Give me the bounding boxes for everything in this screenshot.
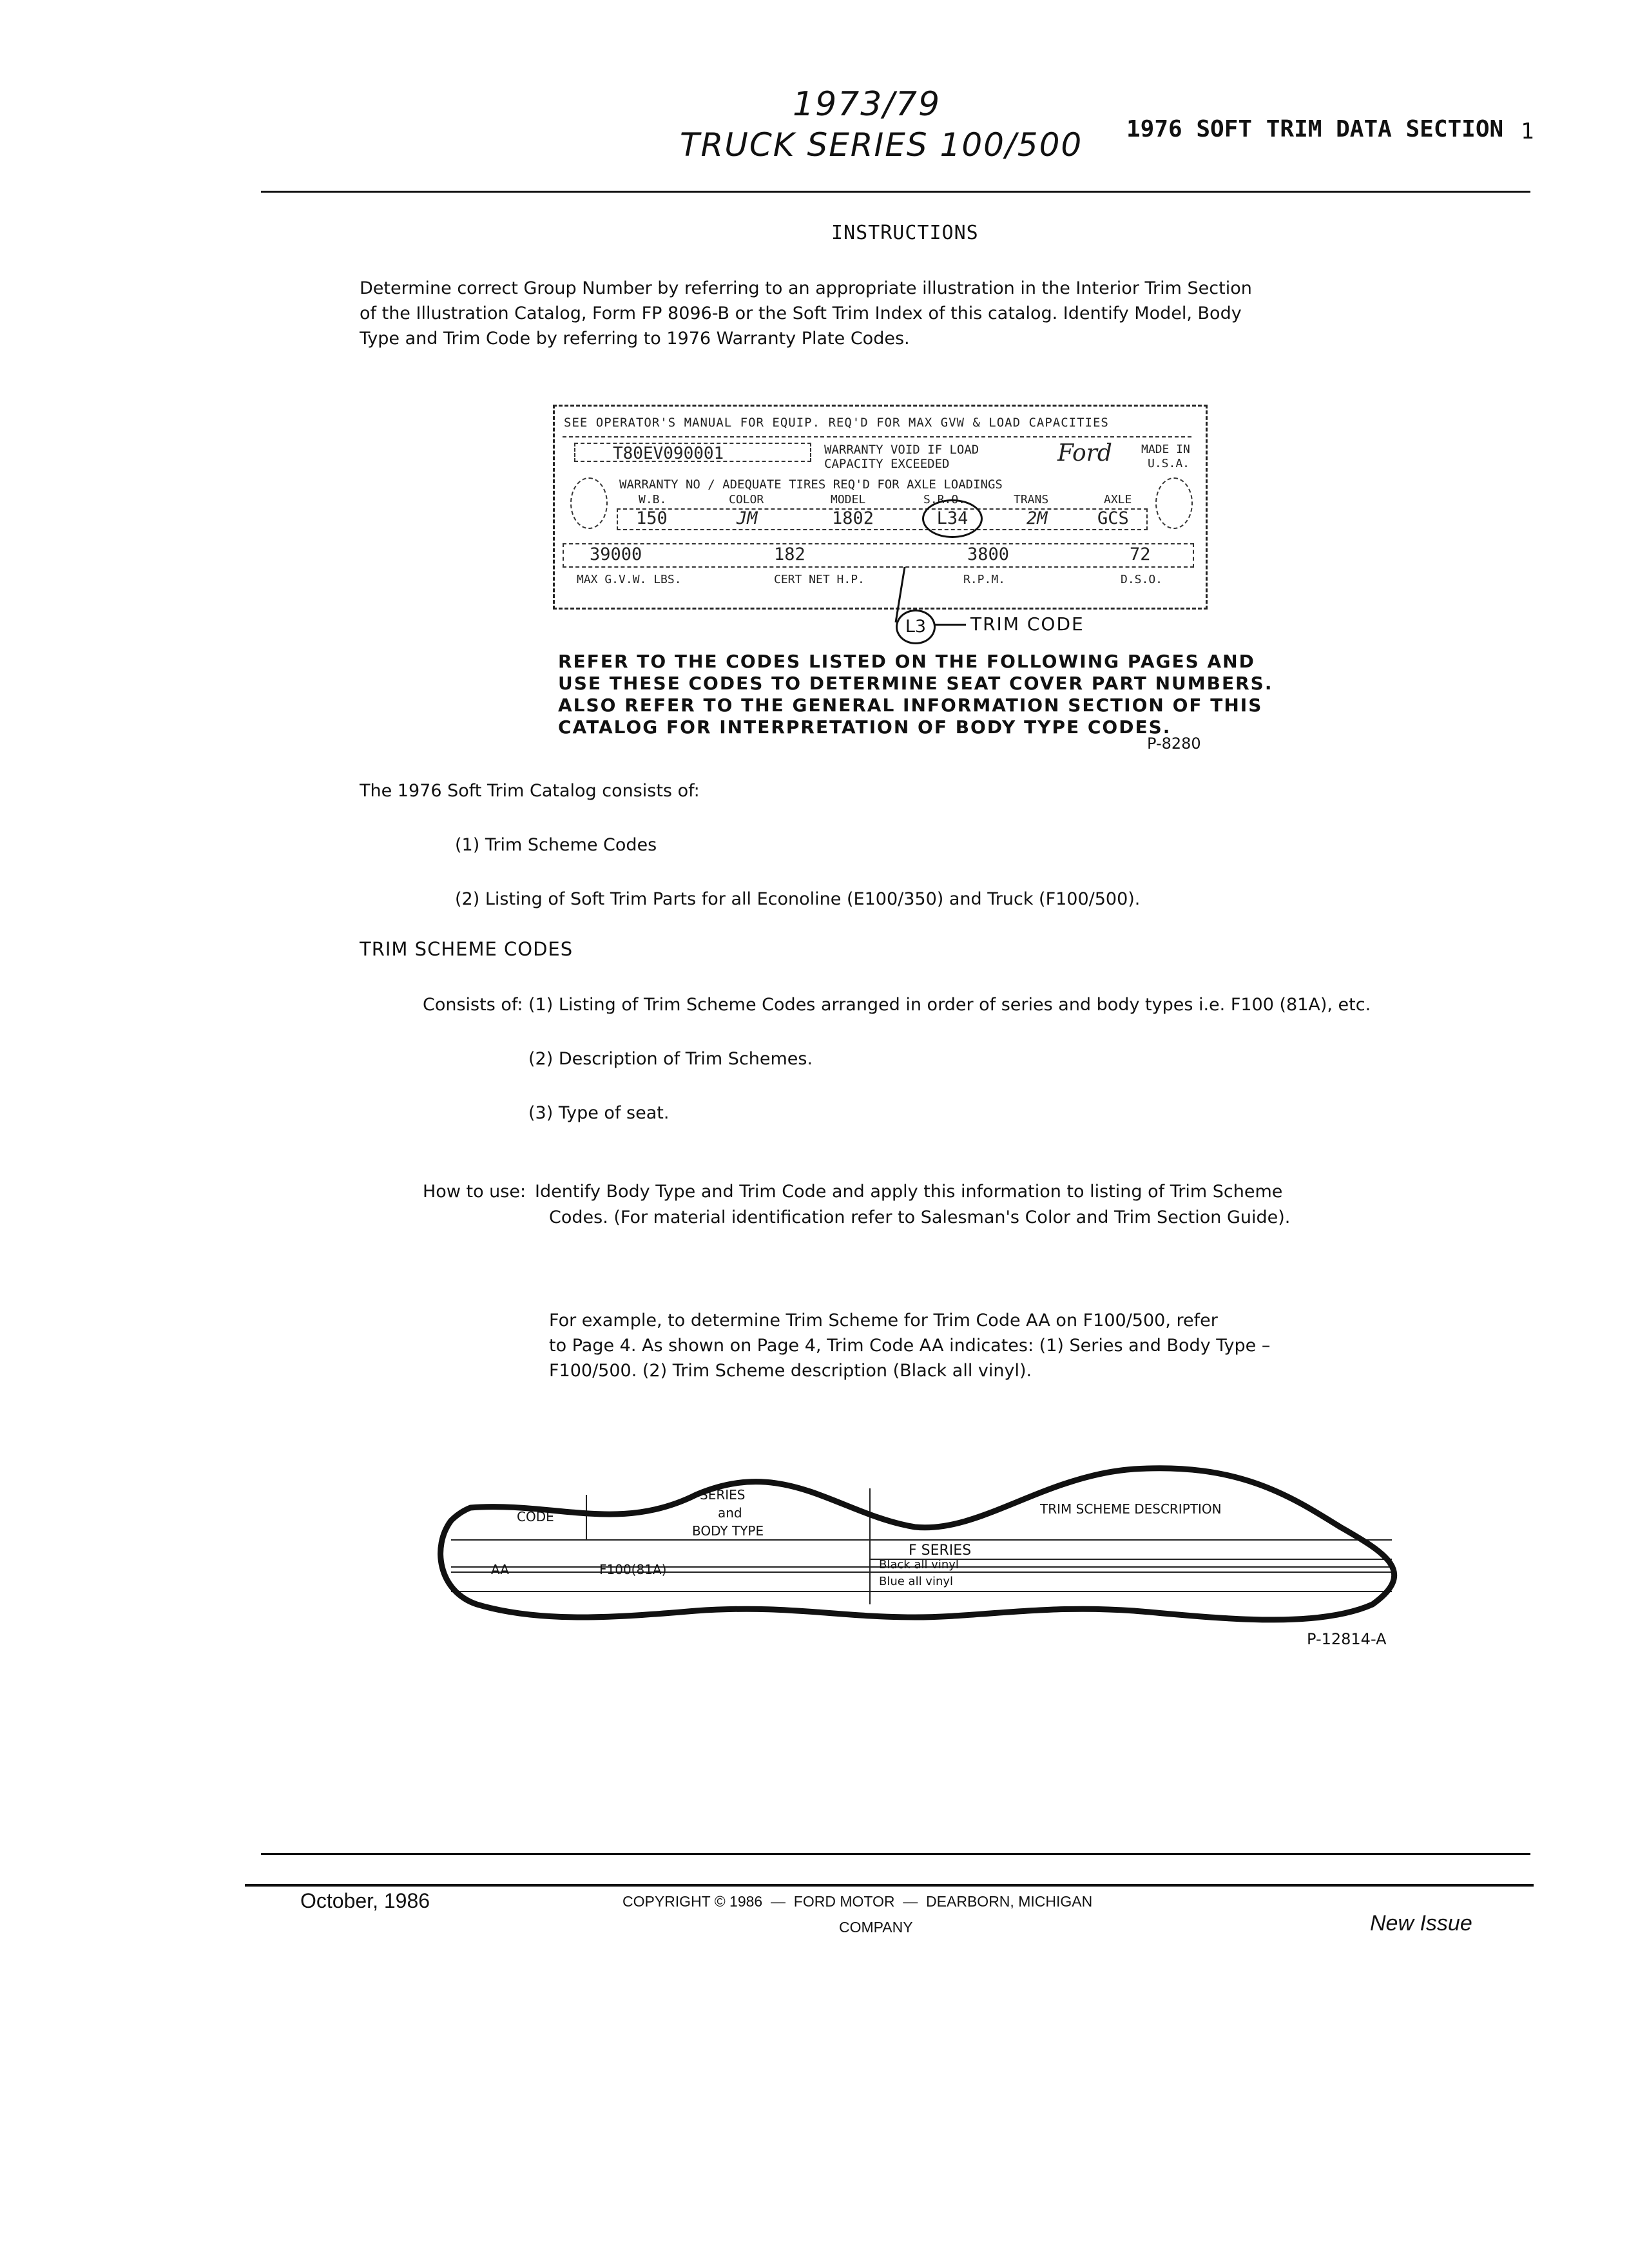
trim-scheme-heading: TRIM SCHEME CODES [360, 938, 574, 960]
footer-company: COMPANY [839, 1919, 913, 1936]
page-number: 1 [1521, 119, 1534, 144]
footer-copyright: COPYRIGHT © 1986 — FORD MOTOR — DEARBORN, MICHIGAN [622, 1893, 1093, 1910]
plate-value-dso: 72 [1130, 544, 1151, 564]
plate-values2-box [563, 543, 1194, 568]
plate-value-trans: 2M [1027, 508, 1048, 528]
how-to-use-line-1: Identify Body Type and Trim Code and apply this information to listing of Trim Scheme [535, 1182, 1283, 1202]
plate-label-gvw: MAX G.V.W. LBS. [577, 573, 682, 586]
table-row-desc-2: Blue all vinyl [879, 1575, 954, 1588]
refer-line: REFER TO THE CODES LISTED ON THE FOLLOWING PAGES AND [558, 651, 1255, 672]
trim-code-label: TRIM CODE [970, 613, 1084, 635]
section-title: 1976 SOFT TRIM DATA SECTION [1126, 116, 1504, 142]
plate-label-hp: CERT NET H.P. [774, 573, 865, 586]
plate-value-color: JM [737, 508, 758, 528]
table-row-code: AA [491, 1562, 509, 1577]
plate-label-color: COLOR [729, 493, 764, 506]
consists-item-1: (1) Listing of Trim Scheme Codes arranged in order of series and body types i.e. F100 (81A), etc. [528, 995, 1371, 1015]
table-row-series: F100(81A) [599, 1562, 667, 1577]
refer-line: CATALOG FOR INTERPRETATION OF BODY TYPE CODES. [558, 716, 1171, 738]
footer-date: October, 1986 [300, 1889, 430, 1912]
example-line: For example, to determine Trim Scheme for Trim Code AA on F100/500, refer [549, 1311, 1218, 1331]
how-to-use-label: How to use: [423, 1182, 526, 1202]
plate-value-rpm: 3800 [967, 544, 1010, 564]
table-group-f-series: F SERIES [909, 1542, 972, 1559]
instructions-line: of the Illustration Catalog, Form FP 8096-B or the Soft Trim Index of this catalog. Identify Model, Body [360, 303, 1242, 323]
catalog-item-2: (2) Listing of Soft Trim Parts for all Econoline (E100/350) and Truck (F100/500). [455, 889, 1141, 909]
plate-made-in-1: MADE IN [1141, 443, 1190, 456]
instructions-line: Type and Trim Code by referring to 1976 Warranty Plate Codes. [360, 329, 910, 349]
example-line: to Page 4. As shown on Page 4, Trim Code AA indicates: (1) Series and Body Type – [549, 1336, 1271, 1356]
plate-label-dso: D.S.O. [1121, 573, 1163, 586]
plate-warranty-void-1: WARRANTY VOID IF LOAD [824, 443, 979, 457]
instructions-paragraph [360, 276, 1252, 351]
plate-label-model: MODEL [831, 493, 866, 506]
catalog-item-1: (1) Trim Scheme Codes [455, 835, 657, 855]
footer-rule-top [261, 1853, 1530, 1855]
plate-made-in-2: U.S.A. [1148, 457, 1190, 470]
plate-label-rpm: R.P.M. [963, 573, 1006, 586]
trim-code-callout: L3 [896, 610, 936, 644]
plate-value-hp: 182 [774, 544, 805, 564]
table-col-description: TRIM SCHEME DESCRIPTION [1040, 1501, 1222, 1517]
table-col-code: CODE [517, 1509, 554, 1524]
plate-warranty-line: WARRANTY NO / ADEQUATE TIRES REQ'D FOR AXLE LOADINGS [619, 477, 1003, 492]
refer-text [558, 651, 1273, 738]
table-col-series-3: BODY TYPE [692, 1523, 764, 1539]
header-years: 1973/79 [793, 85, 941, 124]
example-line: F100/500. (2) Trim Scheme description (Black all vinyl). [549, 1361, 1032, 1381]
header-rule [261, 191, 1530, 193]
plate-value-model: 1802 [832, 508, 874, 528]
trim-code-callout-arrow [934, 624, 966, 626]
consists-item-2: (2) Description of Trim Schemes. [528, 1049, 813, 1069]
warranty-plate [553, 405, 1208, 610]
table-figure-ref: P-12814-A [1307, 1630, 1387, 1648]
plate-value-trim-circled: L34 [922, 499, 983, 538]
how-to-use-line-2: Codes. (For material identification refer to Salesman's Color and Trim Section Guide). [549, 1207, 1291, 1227]
catalog-intro: The 1976 Soft Trim Catalog consists of: [360, 781, 700, 801]
plate-brand-logo: Ford [1057, 440, 1112, 466]
plate-label-sro: S.R.O. [923, 493, 966, 506]
example-paragraph [549, 1308, 1270, 1383]
plate-label-trans: TRANS [1014, 493, 1049, 506]
instructions-heading: INSTRUCTIONS [831, 222, 979, 244]
instructions-line: Determine correct Group Number by referring to an appropriate illustration in the Interior Trim Section [360, 278, 1252, 298]
footer-rule-bottom [245, 1884, 1534, 1887]
refer-line: USE THESE CODES TO DETERMINE SEAT COVER PART NUMBERS. [558, 673, 1273, 694]
plate-serial: T80EV090001 [574, 443, 811, 462]
refer-line: ALSO REFER TO THE GENERAL INFORMATION SECTION OF THIS [558, 695, 1263, 716]
plate-warranty-void-2: CAPACITY EXCEEDED [824, 457, 950, 471]
table-col-series-2: and [718, 1505, 742, 1521]
plate-value-axle: GCS [1097, 508, 1129, 528]
table-col-series-1: SERIES [700, 1487, 746, 1503]
footer-status: New Issue [1370, 1911, 1472, 1936]
plate-figure-ref: P-8280 [1147, 735, 1201, 753]
consists-item-3: (3) Type of seat. [528, 1103, 670, 1123]
plate-values-box [617, 508, 1148, 530]
plate-label-wb: W.B. [639, 493, 667, 506]
table-row-desc-1: Black all vinyl [879, 1558, 959, 1571]
plate-value-wb: 150 [636, 508, 668, 528]
plate-rivet-left [570, 477, 608, 529]
header-series: TRUCK SERIES 100/500 [680, 126, 1083, 164]
consists-label: Consists of: [423, 995, 523, 1015]
plate-label-axle: AXLE [1104, 493, 1132, 506]
plate-value-gvw: 39000 [590, 544, 642, 564]
plate-top-line: SEE OPERATOR'S MANUAL FOR EQUIP. REQ'D FOR MAX GVW & LOAD CAPACITIES [564, 416, 1109, 430]
plate-rivet-right [1155, 477, 1193, 529]
